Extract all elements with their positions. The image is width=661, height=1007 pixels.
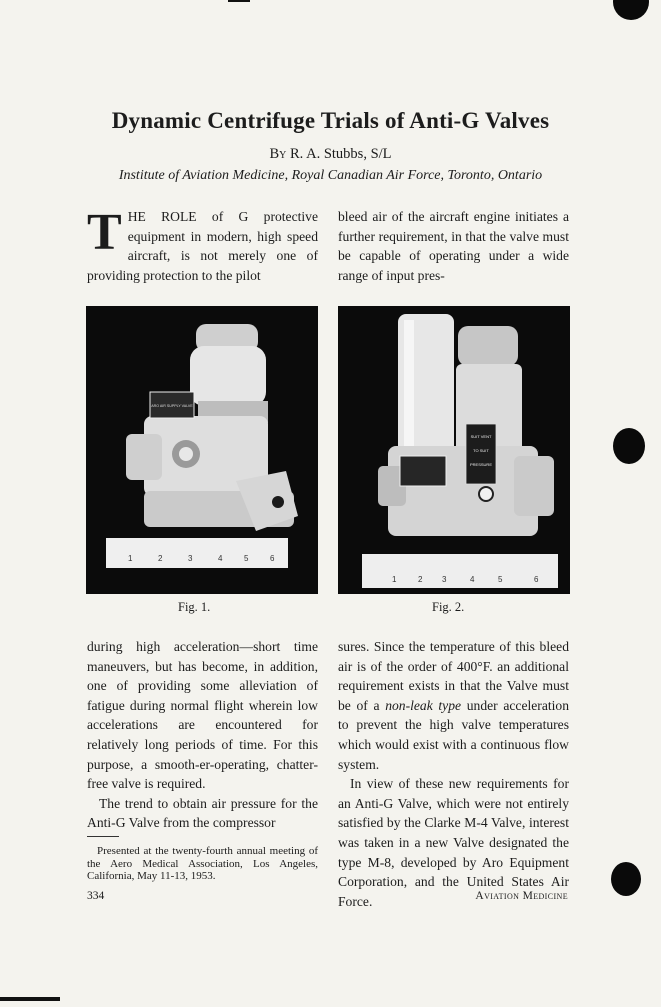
ruler-2-tick-1: 1	[392, 575, 397, 584]
valve-photo-2	[338, 306, 570, 594]
label-suit-vent: SUIT VENT	[470, 434, 492, 439]
affiliation: Institute of Aviation Medicine, Royal Canadian Air Force, Toronto, Ontario	[118, 168, 543, 183]
column-1-top	[87, 204, 318, 285]
paragraph-2: The trend to obtain air pressure for the Anti-G Valve from the compressor	[87, 795, 318, 831]
figure-1-photo	[86, 306, 318, 594]
column-2-bottom	[338, 637, 569, 911]
punch-hole-top	[613, 0, 649, 20]
paragraph-1-continued: during high acceleration—short time maneuvers, but has become, in addition, one of providing some alleviation of fatigue during normal flight wherein low accelerations are encountered for relatively long periods of time. For this purpose, a smooth-er-operating, chatter-free valve is required.	[87, 639, 318, 792]
paragraph-3-end: under acceleration to prevent the high valve temperatures which would exist with a continuous flow system.	[338, 697, 569, 772]
label-pressure: PRESSURE	[469, 462, 493, 467]
ruler-2-tick-6: 6	[534, 575, 539, 584]
page-number: 334	[87, 890, 105, 902]
ruler-2-tick-3: 3	[442, 575, 447, 584]
non-leak-emphasis: non-leak type	[385, 697, 462, 713]
ruler-1-tick-5: 5	[244, 554, 249, 563]
author-name: R. A. Stubbs, S/L	[290, 146, 392, 162]
nameplate-1-text: ARO AIR SUPPLY VALVE	[151, 404, 193, 408]
footnote-rule	[87, 836, 119, 837]
column-1-top-text: HE ROLE of G protective equipment in modern, high speed aircraft, is not merely one of providing protection to the pilot	[87, 209, 318, 283]
running-head: Aviation Medicine	[475, 890, 568, 902]
byline	[0, 146, 661, 163]
column-2-top: bleed air of the aircraft engine initiates a further requirement, in that the valve must be capable of operating under a wide range of input pres-	[338, 209, 569, 283]
top-rule-mark	[228, 0, 250, 2]
figure-2-caption: Fig. 2.	[432, 600, 465, 614]
ruler-2-tick-5: 5	[498, 575, 503, 584]
ruler-2-tick-2: 2	[418, 575, 423, 584]
byline-prefix: By	[269, 146, 287, 162]
footnote: Presented at the twenty-fourth annual meeting of the Aero Medical Association, Los Angeles, California, May 11-13, 1953.	[87, 845, 318, 883]
drop-cap: T	[87, 204, 122, 261]
ruler-1-tick-3: 3	[188, 554, 193, 563]
column-1-bottom	[87, 637, 318, 833]
scan-edge-mark	[0, 997, 60, 1001]
figure-2-photo	[338, 306, 570, 594]
ruler-2-tick-4: 4	[470, 575, 475, 584]
label-to-suit: TO SUIT	[473, 448, 489, 453]
ruler-1-tick-4: 4	[218, 554, 223, 563]
paragraph-4: In view of these new requirements for an Anti-G Valve, which were not entirely satisfied by the Clarke M-4 Valve, interest was taken in a new Valve designated the type M-8, developed by Aro Equipment Corporation, and the United States Air Force.	[338, 776, 569, 909]
ruler-1-tick-1: 1	[128, 554, 133, 563]
paragraph-3-start: sures. Since the temperature of this bleed air is of the order of 400°F. an additional requirement exists in that the Valve must be of a	[338, 639, 569, 713]
punch-hole-middle	[613, 428, 645, 464]
article-title: Dynamic Centrifuge Trials of Anti-G Valves	[111, 108, 550, 133]
valve-photo-1	[86, 306, 318, 594]
ruler-1-tick-6: 6	[270, 554, 275, 563]
punch-hole-bottom	[611, 862, 641, 896]
ruler-1-tick-2: 2	[158, 554, 163, 563]
paragraph-3-continued	[338, 637, 569, 774]
figure-1-caption: Fig. 1.	[178, 600, 211, 614]
